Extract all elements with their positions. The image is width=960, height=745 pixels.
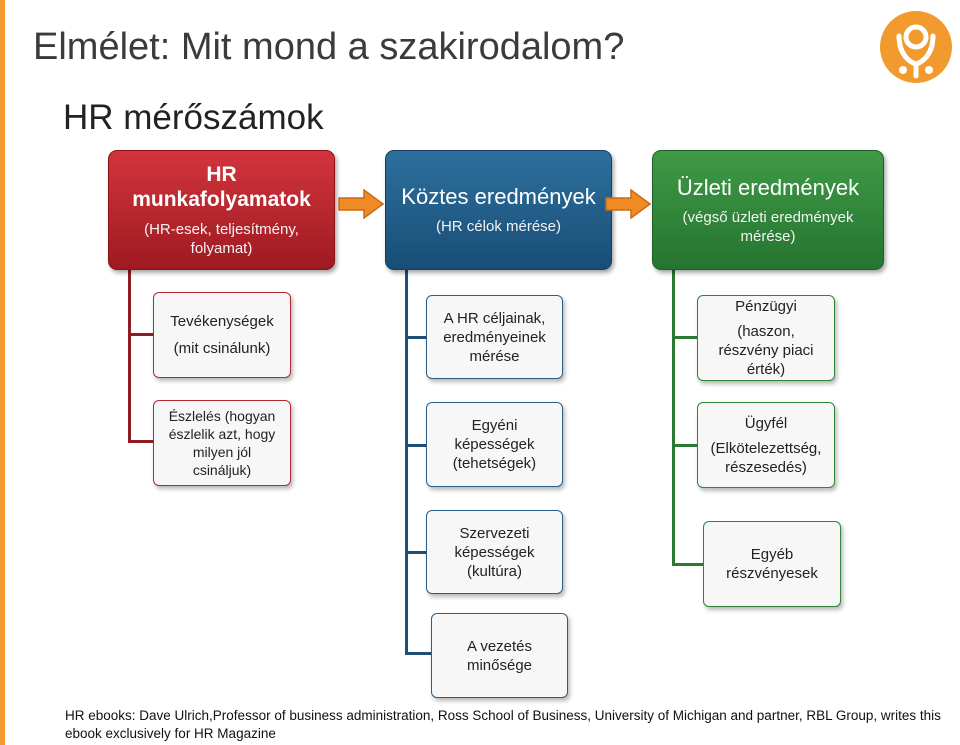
connector-blue-4 xyxy=(405,652,432,655)
header-intermediate-results-title: Köztes eredmények xyxy=(401,184,596,209)
connector-red-vertical xyxy=(128,270,131,442)
node-other-shareholders-text: Egyéb részvényesek xyxy=(726,546,818,582)
node-perception xyxy=(153,400,291,486)
connector-red-1 xyxy=(128,333,154,336)
node-activities xyxy=(153,292,291,378)
connector-green-3 xyxy=(672,563,704,566)
header-hr-processes xyxy=(108,150,335,270)
node-individual-capabilities-text: Egyéni képességek (tehetségek) xyxy=(452,417,537,472)
node-hr-goals xyxy=(426,295,563,379)
left-accent-rule xyxy=(0,0,5,745)
node-activities-title: Tevékenységek xyxy=(170,313,274,330)
node-leadership-quality-text: A vezetés minősége xyxy=(466,637,533,674)
header-hr-processes-title: HR munkafolyamatok xyxy=(132,163,311,211)
node-individual-capabilities xyxy=(426,402,563,487)
header-business-results-subtitle: (végső üzleti eredmények mérése) xyxy=(682,208,854,245)
node-financial-detail: (haszon, részvény piaci érték) xyxy=(718,323,814,378)
connector-green-vertical xyxy=(672,270,675,566)
slide-subtitle: HR mérőszámok xyxy=(63,98,324,137)
node-customer-title: Ügyfél xyxy=(744,414,788,432)
connector-green-2 xyxy=(672,444,698,447)
arrow-right-icon xyxy=(338,189,384,219)
header-business-results-title: Üzleti eredmények xyxy=(676,174,860,200)
node-financial xyxy=(697,295,835,381)
node-customer xyxy=(697,402,835,488)
connector-blue-3 xyxy=(405,551,427,554)
connector-blue-vertical xyxy=(405,270,408,655)
connector-blue-1 xyxy=(405,336,427,339)
logo-icon xyxy=(879,10,953,84)
slide-title: Elmélet: Mit mond a szakirodalom? xyxy=(33,26,625,68)
node-other-shareholders xyxy=(703,521,841,607)
connector-green-1 xyxy=(672,336,698,339)
node-perception-text: Észlelés (hogyan észlelik azt, hogy milyen jól csináljuk) xyxy=(168,408,276,478)
node-financial-title: Pénzügyi xyxy=(735,298,797,315)
node-organizational-capabilities xyxy=(426,510,563,594)
header-intermediate-results-subtitle: (HR célok mérése) xyxy=(435,218,562,235)
header-hr-processes-subtitle: (HR-esek, teljesítmény, folyamat) xyxy=(144,221,299,257)
node-activities-detail: (mit csinálunk) xyxy=(173,340,271,357)
arrow-right-icon xyxy=(605,189,651,219)
connector-red-2 xyxy=(128,440,154,443)
connector-blue-2 xyxy=(405,444,427,447)
node-hr-goals-text: A HR céljainak, eredményeinek mérése xyxy=(443,309,546,365)
node-organizational-capabilities-text: Szervezeti képességek (kultúra) xyxy=(454,524,535,580)
header-business-results xyxy=(652,150,884,270)
node-customer-detail: (Elkötelezettség, részesedés) xyxy=(710,439,822,476)
node-leadership-quality xyxy=(431,613,568,698)
header-intermediate-results xyxy=(385,150,612,270)
source-footnote: HR ebooks: Dave Ulrich,Professor of business administration, Ross School of Business, University of Michigan and partner, RBL Group, writes this ebook exclusively for HR Magazine xyxy=(65,708,941,741)
